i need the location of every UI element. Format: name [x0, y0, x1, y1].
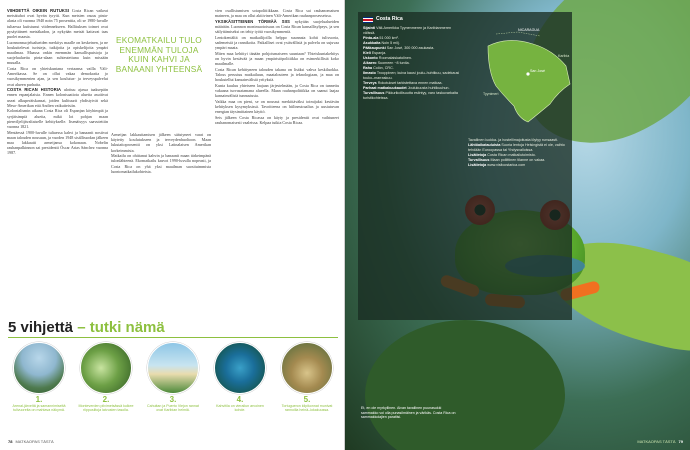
- page-footer: [637, 439, 683, 444]
- fact-list-right: [468, 138, 568, 168]
- paragraph-text: Kolonialismin aikana Costa Rica oli Espanjan köyhimpiä ja syrjäisimpiä alueita, mikä loi pohjan maan pienviljelijävaltaiselle kehitykselle. Itsenäisyys saavutettiin vuonna 1821.: [7, 108, 108, 130]
- fact-value: Pikkurikollisuutta esiintyy, varo taskuvarkaita turistikohteissa.: [363, 91, 458, 100]
- pull-quote: EKOMATKAILU TULO ENEMMÄN TULOJA KUIN KAHVI JA BANAANI YHTEENSÄ: [115, 35, 203, 74]
- fact-label: Sijainti: [363, 26, 376, 30]
- fact-list-left: [363, 26, 460, 101]
- tip-number: 4.: [236, 395, 244, 404]
- tip-caption: Tortugueron kilpikonnat munivat rannoilla heinä–lokakuussa.: [281, 404, 333, 413]
- fact-value: San José, 300 000 asukasta.: [386, 45, 435, 50]
- fact-label: Terveys: [363, 81, 377, 86]
- fact-label: Kieli: [363, 50, 371, 55]
- tips-heading: [8, 319, 308, 336]
- page-spine: [344, 0, 346, 450]
- paragraph: [7, 40, 108, 66]
- tip-caption: Cahuitan ja Puerto Viejon rannat ovat Karibian helmiä.: [147, 404, 199, 413]
- paragraph-text: Seis jälkeen Costa Ricassa on käyty ja presidentit ovat vaihtuneet rauhanomaisesti vaaleissa. Kelpaa tutkia Costa Ricaa.: [215, 114, 339, 125]
- paragraph-text: Mentäessä 1900-luvulle tultaessa kahvi ja banaanit nostivat maan talouden nousuun, ja vuoden 1948 sisällissodan jälkeen maa lakkautti armeijansa kokonaan. Nobelin rauhanpalkinnon sai presidentti Óscar Arias Sánchez vuonna 1987.: [7, 129, 108, 156]
- tip-item: [276, 342, 338, 413]
- fact-label: Turvallisuus: [468, 157, 490, 162]
- paragraph-text: Miten maa kehittyi tänään pohjoismaiseen suuntaan? Yhteiskuntakehitys on hyvin kestävää ja maan ympäristöpolitiikka on esimerkillistä koko maailmalle.: [215, 50, 339, 67]
- fact-label: Lähtöaikatauluista: [468, 143, 501, 148]
- fact-item: [363, 91, 460, 100]
- fact-value: Väli-Amerikka Tyynenmeren ja Karibianmeren välissä.: [363, 26, 452, 35]
- fact-box: [358, 12, 572, 320]
- map-label-pacific: Tyynimeri: [483, 92, 499, 96]
- paragraph: [215, 35, 339, 51]
- paragraph-text: Kunta kuuluu yhteiseen laajaan järjestelmään, ja Costa Rica on tunnettu vakaana turvasatamana alueella. Maan rauhanpolitiikka on saanut laajaa kansainvälistä tunnustusta.: [215, 82, 339, 99]
- tip-number: 3.: [169, 395, 177, 404]
- fact-value: Colón, CRC.: [373, 66, 394, 71]
- tip-number: 2.: [102, 395, 110, 404]
- fact-value: Joulukuusta huhtikuuhun.: [407, 86, 450, 91]
- paragraph: [215, 67, 339, 83]
- tip-item: [142, 342, 204, 413]
- fact-label: Lisätietoja: [468, 162, 487, 167]
- paragraph: [7, 66, 108, 87]
- fact-value: Trooppinen; kuiva kausi joulu–huhtikuu, sadekausi touko–marraskuu.: [363, 71, 460, 80]
- paragraph: [215, 83, 339, 99]
- costa-rica-flag-icon: [363, 17, 373, 23]
- fact-box-title: Costa Rica: [376, 16, 403, 22]
- tip-number: 1.: [35, 395, 43, 404]
- turtle-photo: [281, 342, 333, 394]
- fact-item: [363, 56, 460, 61]
- fact-value: Noin 5 milj.: [381, 40, 400, 45]
- paragraph: [111, 132, 211, 153]
- fact-label: Uskonto: [363, 56, 378, 61]
- photo-caption: Et, en ole myrkyllinen. Aivan tavallinen puunasukki sammakko voi olla punasilmäinen ja värikäs. Costa Rica on sammakkolajien paratiisi.: [361, 406, 456, 419]
- fact-label: Lisätietoja: [468, 152, 487, 157]
- map-label-capital: San José: [530, 69, 545, 73]
- fact-value: www.visitcostarica.com: [487, 162, 526, 167]
- fact-value: Suomeen −8 tuntia.: [377, 61, 410, 66]
- fact-value: Maan poliittinen tilanne on vakaa.: [490, 157, 546, 162]
- fact-value: Suoria lentoja Helsingistä ei ole, vaihto tehdään Euroopassa tai Yhdysvalloissa.: [468, 143, 565, 152]
- paragraph: [215, 115, 339, 125]
- paragraph-text: Vaikka maa on pieni, se on noussut merkittäväksi toimijaksi kestävän kehityksen kysymyksissä. Tavoitteena on hiilineutraalius ja uusiutuvan energian täysimittainen käyttö.: [215, 98, 339, 115]
- fact-value: Costa Rican matkailutoimisto.: [487, 152, 536, 157]
- costa-rica-map: [478, 26, 576, 132]
- fact-value: Rokotukset tarkistettava ennen matkaa.: [377, 81, 443, 86]
- fact-item: [363, 61, 460, 66]
- paragraph-text: Costa Rican vaikeat metsätuhot ovat hyvän tyrytti. Kun metsien osuus pinta-alasta oli vuonna 1940 noin 75 prosenttia, oli se 1980-luvulle tultaessa kutistunut viidennekseen. Hallituksen toimet ovat pysäyttäneet metsäkadon, ja nykyään metsät kattavat taas puolet maasta.: [7, 8, 109, 40]
- article-column-1: [7, 8, 108, 156]
- paragraph-runin: COSTA RICAN HISTORIA: [7, 87, 62, 93]
- fact-value: Roomalaiskatolinen.: [378, 56, 412, 61]
- fact-item: [468, 143, 568, 152]
- fact-item: [363, 81, 460, 86]
- page-number: 79: [678, 439, 683, 444]
- fact-label: Asukkaita: [363, 40, 381, 45]
- paragraph: [7, 8, 108, 39]
- fact-item: [363, 71, 460, 80]
- tips-heading-accent: – tutki nämä: [77, 319, 165, 336]
- fact-item: [468, 153, 568, 158]
- paragraph-runin: VIIHDETTÄ OIKEIN RUTUKSI: [7, 8, 70, 13]
- tip-caption: Monteverden pilvimetsässä kulkee riippusiltoja latvusten tasolla.: [78, 404, 134, 413]
- fact-item: [363, 66, 460, 71]
- paragraph-text: Luonnonsuojelualueiden merkitys maalle on keskeinen, ja ne houkuttelevat turisteja, tutkijoita ja opiskelijoita ympäri maailmaa. Maassa onkin enemmän kansallispuistoja ja suojelualueita pinta-alaan suhteutettuna kuin missään muualla.: [7, 39, 108, 66]
- fact-label: Ilmasto: [363, 71, 376, 76]
- fact-value: 51 000 km².: [379, 35, 399, 40]
- map-label-nicaragua: NICARAGUA: [518, 28, 540, 32]
- page-number: 78: [8, 439, 13, 444]
- right-page: [345, 0, 690, 450]
- magazine-title: MATKAOPAS TÄSTÄ: [15, 439, 54, 444]
- beach-photo: [147, 342, 199, 394]
- map-label-caribbean: Karibia: [558, 54, 570, 58]
- fact-label: Pääkaupunki: [363, 45, 386, 50]
- volcano-photo: [13, 342, 65, 394]
- paragraph: [215, 51, 339, 67]
- paragraph-text: Costa Rican kehittyneen talouden takana on lisäksi vahva keskiluokka. Talous perustuu matkailuun, maatalouteen ja teknologiaan, ja maa on houkutellut kansainvälisiä yrityksiä.: [215, 66, 339, 83]
- fact-item: [363, 26, 460, 35]
- fact-value: Tavallinen luokka- ja hostellimajoitusta löytyy runsaasti.: [468, 138, 558, 142]
- paragraph: [7, 130, 108, 156]
- fact-label: Pinta-ala: [363, 35, 379, 40]
- fact-item: [363, 46, 460, 51]
- paragraph: [111, 153, 211, 174]
- paragraph: [215, 8, 339, 18]
- fact-item: [363, 36, 460, 41]
- paragraph-text: Lentokentältä on matkailijoilla helppo suunnata kohti tulivuoria, sademetsiä ja rannikoita. Paikalliset ovat ystävällisiä ja palvelu on sujuvaa ympäri maata.: [215, 34, 339, 51]
- tip-item: [75, 342, 137, 413]
- paragraph-text: vien osallistumisen sotapolitiikkaan. Costa Rica sai rauhanomaisen maineen, ja maa on ollut aktiivinen Väli-Amerikan rauhanprosesseissa.: [215, 8, 339, 19]
- paragraph-runin: YKSIKÄSITTEINEN TÖRMÄÄ SIIS: [215, 18, 290, 24]
- divider: [8, 337, 338, 338]
- tip-item: [8, 342, 70, 413]
- paragraph-text: ulottuu ajassa taaksepäin ennen espanjalaisia. Ennen kolonisaatiota aluetta asuttivat useat alkuperäiskansat, joiden kulttuurit yhdistyivät sekä Meso-Amerikan että Andien vaikutteisiin.: [7, 87, 108, 108]
- fact-item: [363, 86, 460, 91]
- page-footer: [8, 439, 54, 444]
- tip-caption: Kahvitila on vierailun arvoinen kohde.: [216, 404, 264, 413]
- fact-item: [363, 51, 460, 56]
- magazine-title: MATKAOPAS TÄSTÄ: [637, 439, 676, 444]
- paragraph-text: Matkailu on ohittanut kahvin ja banaanit maan tärkeimpänä tulonlähteenä. Ekomatkailu kasvoi 1990-luvulla nopeasti, ja Costa Rica on yhä yksi maailman suosituimmista luontomatkailukohteista.: [111, 153, 211, 174]
- paragraph-text: nykyään suojelualueiden määrään. Luonnon monimuotoisuus on Costa Rican kansallisylpeys, ja sen säilyttämiseksi on tehty työtä vuosikymmeniä.: [215, 18, 339, 35]
- article-column-2: [111, 132, 211, 174]
- tip-number: 5.: [303, 395, 311, 404]
- fact-label: Aikaero: [363, 61, 377, 66]
- article-column-3: [215, 8, 339, 126]
- tips-heading-prefix: 5 vihjettä: [8, 319, 74, 336]
- fact-item: [468, 138, 568, 143]
- fact-item: [468, 158, 568, 163]
- tips-row: [8, 342, 338, 437]
- fact-label: Raha: [363, 66, 373, 71]
- tip-item: [209, 342, 271, 413]
- fact-label: Parhaat matkakuukaudet: [363, 86, 407, 91]
- fact-item: [363, 41, 460, 46]
- paragraph: [215, 99, 339, 115]
- fact-item: [468, 163, 568, 168]
- paragraph: [7, 108, 108, 129]
- paragraph: [215, 19, 339, 35]
- paragraph-text: Armeijan lakkauttamisen jälkeen säästyneet varat on käytetty koulutukseen ja terveydenhuoltoon. Maan lukutaitoprosentti on yksi Latinalaisen Amerikan korkeimmista.: [111, 132, 211, 153]
- paragraph-text: Costa Rica on yhteiskuntana vertaansa vailla Väli-Amerikassa. Se on ollut vakaa demokratia jo vuosikymmenten ajan, ja sen koulutus- ja terveyspalvelut ovat alueen parhaita.: [7, 66, 108, 87]
- fact-value: Espanja.: [371, 50, 387, 55]
- fact-label: Turvallisuus: [363, 91, 385, 96]
- paragraph: [7, 87, 108, 108]
- coffee-photo: [214, 342, 266, 394]
- bridge-photo: [80, 342, 132, 394]
- tip-caption: Arenal-järveltä ja samannimiseltä tulivuorelta on mahtava näkymä.: [12, 404, 66, 413]
